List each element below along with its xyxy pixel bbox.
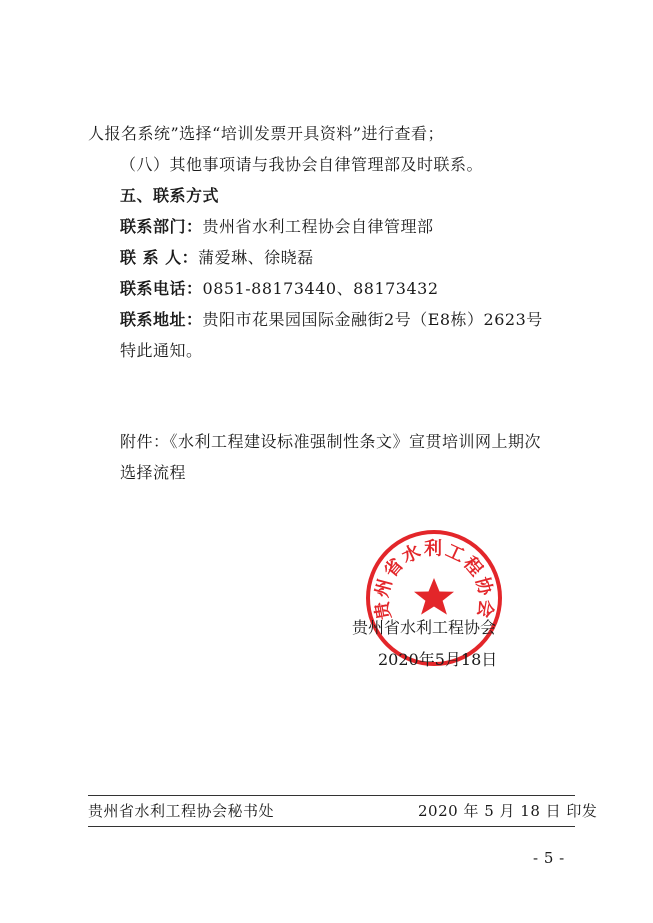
contact-address-value: 贵阳市花果园国际金融街2号（E8栋）2623号 <box>202 310 543 329</box>
footer-top-rule <box>88 795 575 796</box>
seal-text: 贵州省水利工程协会 <box>371 538 497 622</box>
body-line-1: 人报名系统”选择“培训发票开具资料”进行查看； <box>88 124 445 143</box>
contact-dept-value: 贵州省水利工程协会自律管理部 <box>202 217 434 236</box>
seal-star-icon <box>414 578 454 615</box>
contact-dept-label: 联系部门： <box>120 217 203 236</box>
attachment-line-1: 附件：《水利工程建设标准强制性条文》宣贯培训网上期次 <box>120 432 542 451</box>
signature-org: 贵州省水利工程协会 <box>352 618 497 637</box>
body-line-2: （八）其他事项请与我协会自律管理部及时联系。 <box>120 155 484 174</box>
attachment-line-2: 选择流程 <box>120 463 187 482</box>
signature-date: 2020年5月18日 <box>378 650 498 669</box>
contact-phone-label: 联系电话： <box>120 279 203 298</box>
official-seal <box>364 528 504 668</box>
contact-phone <box>120 279 439 299</box>
contact-address <box>120 310 543 330</box>
contact-person-value: 蒲爱琳、徐晓磊 <box>198 248 314 267</box>
contact-address-label: 联系地址： <box>120 310 203 329</box>
page-number: - 5 - <box>533 849 565 867</box>
section-heading: 五、联系方式 <box>120 186 220 205</box>
contact-dept <box>120 217 434 237</box>
footer-issuer: 贵州省水利工程协会秘书处 <box>88 802 275 820</box>
contact-phone-value: 0851-88173440、88173432 <box>202 279 439 298</box>
closing-text: 特此通知。 <box>120 341 203 360</box>
footer-issue-date: 2020 年 5 月 18 日 印发 <box>418 802 598 820</box>
contact-person-label: 联 系 人： <box>120 248 199 267</box>
contact-person <box>120 248 314 268</box>
footer-bottom-rule <box>88 826 575 827</box>
